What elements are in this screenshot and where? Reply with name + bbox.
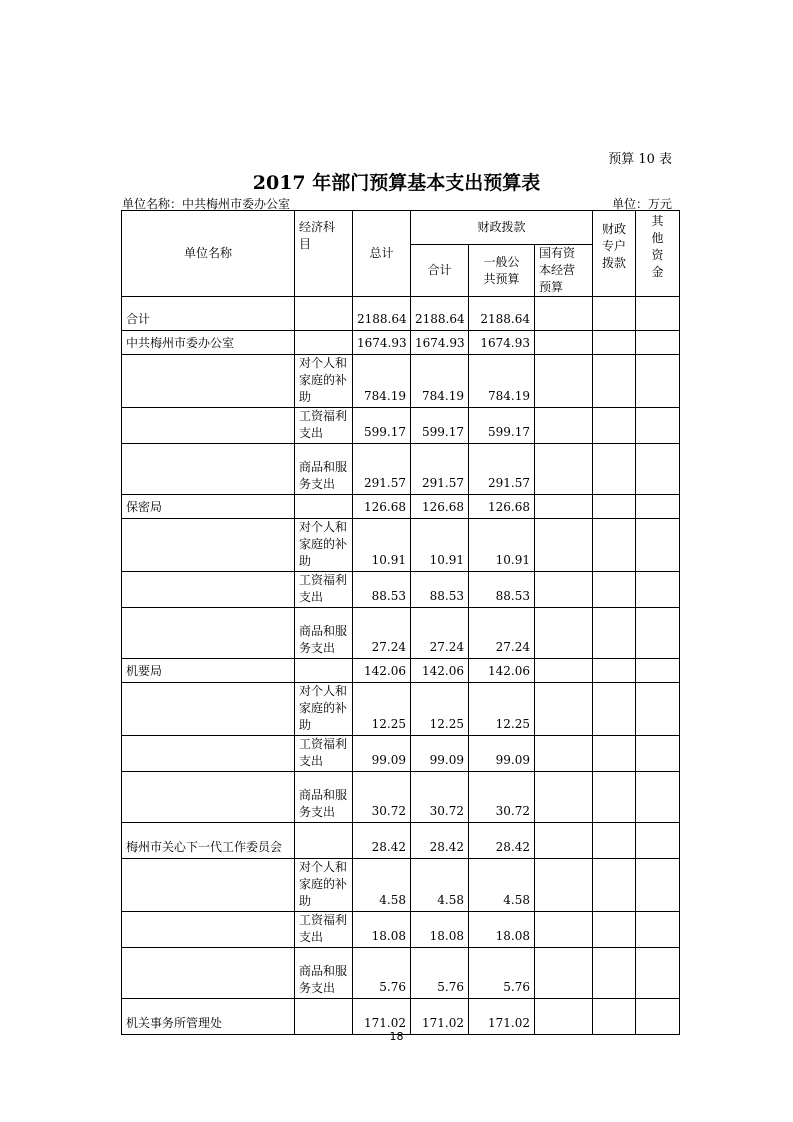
table-row bbox=[122, 444, 680, 495]
cell-total: 30.72 bbox=[353, 772, 411, 823]
cell-special bbox=[593, 444, 636, 495]
table-row bbox=[122, 683, 680, 736]
table-row bbox=[122, 736, 680, 772]
cell-econ-item bbox=[295, 297, 353, 331]
header-subtotal: 合计 bbox=[411, 245, 469, 297]
cell-general: 88.53 bbox=[469, 572, 535, 608]
cell-other bbox=[636, 948, 680, 999]
cell-other bbox=[636, 519, 680, 572]
cell-special bbox=[593, 297, 636, 331]
cell-subtotal: 88.53 bbox=[411, 572, 469, 608]
cell-general: 28.42 bbox=[469, 823, 535, 859]
cell-unit-name bbox=[122, 948, 295, 999]
cell-econ-item bbox=[295, 823, 353, 859]
cell-unit-name: 中共梅州市委办公室 bbox=[122, 331, 295, 355]
table-row bbox=[122, 355, 680, 408]
cell-total: 99.09 bbox=[353, 736, 411, 772]
cell-total: 27.24 bbox=[353, 608, 411, 659]
table-row bbox=[122, 331, 680, 355]
cell-subtotal: 4.58 bbox=[411, 859, 469, 912]
cell-econ-item: 商品和服务支出 bbox=[295, 948, 353, 999]
cell-general: 2188.64 bbox=[469, 297, 535, 331]
cell-other bbox=[636, 912, 680, 948]
cell-unit-name bbox=[122, 772, 295, 823]
table-row bbox=[122, 659, 680, 683]
cell-special bbox=[593, 355, 636, 408]
cell-subtotal: 2188.64 bbox=[411, 297, 469, 331]
cell-soe bbox=[535, 572, 593, 608]
table-row bbox=[122, 519, 680, 572]
cell-total: 18.08 bbox=[353, 912, 411, 948]
table-row bbox=[122, 608, 680, 659]
cell-subtotal: 784.19 bbox=[411, 355, 469, 408]
header-soe: 国有资 本经营 预算 bbox=[535, 245, 593, 297]
cell-unit-name bbox=[122, 736, 295, 772]
cell-subtotal: 291.57 bbox=[411, 444, 469, 495]
cell-other bbox=[636, 736, 680, 772]
cell-general: 4.58 bbox=[469, 859, 535, 912]
cell-subtotal: 18.08 bbox=[411, 912, 469, 948]
cell-soe bbox=[535, 659, 593, 683]
cell-general: 10.91 bbox=[469, 519, 535, 572]
cell-soe bbox=[535, 736, 593, 772]
cell-other bbox=[636, 608, 680, 659]
cell-special bbox=[593, 331, 636, 355]
cell-other bbox=[636, 772, 680, 823]
cell-unit-name bbox=[122, 572, 295, 608]
table-row bbox=[122, 912, 680, 948]
cell-econ-item: 对个人和家庭的补助 bbox=[295, 859, 353, 912]
cell-subtotal: 10.91 bbox=[411, 519, 469, 572]
cell-general: 30.72 bbox=[469, 772, 535, 823]
cell-subtotal: 12.25 bbox=[411, 683, 469, 736]
budget-table bbox=[121, 210, 680, 1035]
cell-econ-item: 商品和服务支出 bbox=[295, 772, 353, 823]
cell-econ-item bbox=[295, 331, 353, 355]
cell-other bbox=[636, 823, 680, 859]
cell-soe bbox=[535, 683, 593, 736]
header-other: 其 他 资 金 bbox=[636, 211, 680, 297]
unit-name: 单位名称：中共梅州市委办公室 bbox=[122, 197, 291, 211]
cell-soe bbox=[535, 297, 593, 331]
cell-total: 126.68 bbox=[353, 495, 411, 519]
cell-subtotal: 142.06 bbox=[411, 659, 469, 683]
cell-general: 1674.93 bbox=[469, 331, 535, 355]
cell-general: 5.76 bbox=[469, 948, 535, 999]
page-number: 18 bbox=[389, 1030, 404, 1043]
cell-special bbox=[593, 572, 636, 608]
cell-total: 10.91 bbox=[353, 519, 411, 572]
cell-total: 4.58 bbox=[353, 859, 411, 912]
cell-general: 99.09 bbox=[469, 736, 535, 772]
cell-special bbox=[593, 772, 636, 823]
cell-unit-name bbox=[122, 355, 295, 408]
cell-econ-item: 工资福利支出 bbox=[295, 572, 353, 608]
cell-unit-name bbox=[122, 444, 295, 495]
cell-subtotal: 99.09 bbox=[411, 736, 469, 772]
cell-econ-item: 工资福利支出 bbox=[295, 912, 353, 948]
cell-general: 171.02 bbox=[469, 999, 535, 1035]
cell-special bbox=[593, 659, 636, 683]
table-row bbox=[122, 572, 680, 608]
cell-econ-item: 工资福利支出 bbox=[295, 408, 353, 444]
cell-econ-item: 商品和服务支出 bbox=[295, 444, 353, 495]
cell-other bbox=[636, 408, 680, 444]
cell-special bbox=[593, 859, 636, 912]
page-title: 2017 年部门预算基本支出预算表 bbox=[252, 172, 541, 194]
cell-other bbox=[636, 297, 680, 331]
cell-special bbox=[593, 408, 636, 444]
cell-total: 12.25 bbox=[353, 683, 411, 736]
cell-subtotal: 5.76 bbox=[411, 948, 469, 999]
cell-other bbox=[636, 355, 680, 408]
cell-total: 599.17 bbox=[353, 408, 411, 444]
cell-special bbox=[593, 683, 636, 736]
cell-total: 2188.64 bbox=[353, 297, 411, 331]
cell-general: 12.25 bbox=[469, 683, 535, 736]
cell-other bbox=[636, 331, 680, 355]
cell-general: 142.06 bbox=[469, 659, 535, 683]
cell-subtotal: 27.24 bbox=[411, 608, 469, 659]
cell-econ-item: 对个人和家庭的补助 bbox=[295, 683, 353, 736]
cell-soe bbox=[535, 948, 593, 999]
unit-label: 单位：万元 bbox=[611, 197, 672, 211]
cell-subtotal: 28.42 bbox=[411, 823, 469, 859]
cell-other bbox=[636, 572, 680, 608]
cell-other bbox=[636, 859, 680, 912]
cell-special bbox=[593, 912, 636, 948]
cell-econ-item bbox=[295, 659, 353, 683]
cell-special bbox=[593, 948, 636, 999]
cell-unit-name bbox=[122, 608, 295, 659]
cell-soe bbox=[535, 912, 593, 948]
cell-other bbox=[636, 495, 680, 519]
cell-econ-item bbox=[295, 495, 353, 519]
cell-unit-name: 保密局 bbox=[122, 495, 295, 519]
cell-unit-name: 机要局 bbox=[122, 659, 295, 683]
cell-general: 291.57 bbox=[469, 444, 535, 495]
table-row bbox=[122, 772, 680, 823]
cell-soe bbox=[535, 772, 593, 823]
header-general: 一般公 共预算 bbox=[469, 245, 535, 297]
table-row bbox=[122, 408, 680, 444]
cell-unit-name bbox=[122, 408, 295, 444]
header-special: 财政 专户 拨款 bbox=[593, 211, 636, 297]
table-row bbox=[122, 859, 680, 912]
cell-econ-item: 对个人和家庭的补助 bbox=[295, 355, 353, 408]
doc-number: 预算 10 表 bbox=[608, 152, 672, 167]
table-row bbox=[122, 823, 680, 859]
cell-unit-name bbox=[122, 912, 295, 948]
header-fiscal: 财政拨款 bbox=[411, 211, 593, 245]
cell-total: 171.02 bbox=[353, 999, 411, 1035]
cell-general: 27.24 bbox=[469, 608, 535, 659]
cell-soe bbox=[535, 444, 593, 495]
cell-special bbox=[593, 736, 636, 772]
cell-soe bbox=[535, 355, 593, 408]
cell-econ-item: 商品和服务支出 bbox=[295, 608, 353, 659]
cell-general: 599.17 bbox=[469, 408, 535, 444]
cell-general: 18.08 bbox=[469, 912, 535, 948]
cell-soe bbox=[535, 859, 593, 912]
cell-other bbox=[636, 444, 680, 495]
cell-subtotal: 1674.93 bbox=[411, 331, 469, 355]
cell-general: 784.19 bbox=[469, 355, 535, 408]
table-row bbox=[122, 948, 680, 999]
cell-soe bbox=[535, 519, 593, 572]
cell-econ-item: 工资福利支出 bbox=[295, 736, 353, 772]
cell-soe bbox=[535, 408, 593, 444]
header-total: 总计 bbox=[353, 211, 411, 297]
cell-unit-name: 机关事务所管理处 bbox=[122, 999, 295, 1035]
cell-total: 1674.93 bbox=[353, 331, 411, 355]
cell-special bbox=[593, 519, 636, 572]
table-row bbox=[122, 495, 680, 519]
cell-subtotal: 171.02 bbox=[411, 999, 469, 1035]
cell-unit-name bbox=[122, 683, 295, 736]
cell-other bbox=[636, 683, 680, 736]
cell-other bbox=[636, 659, 680, 683]
cell-soe bbox=[535, 608, 593, 659]
cell-total: 88.53 bbox=[353, 572, 411, 608]
cell-subtotal: 126.68 bbox=[411, 495, 469, 519]
cell-total: 28.42 bbox=[353, 823, 411, 859]
cell-unit-name: 梅州市关心下一代工作委员会 bbox=[122, 823, 295, 859]
cell-soe bbox=[535, 823, 593, 859]
cell-subtotal: 30.72 bbox=[411, 772, 469, 823]
cell-soe bbox=[535, 495, 593, 519]
cell-unit-name bbox=[122, 519, 295, 572]
cell-econ-item: 对个人和家庭的补助 bbox=[295, 519, 353, 572]
cell-soe bbox=[535, 331, 593, 355]
cell-unit-name bbox=[122, 859, 295, 912]
cell-special bbox=[593, 495, 636, 519]
cell-unit-name: 合计 bbox=[122, 297, 295, 331]
cell-special bbox=[593, 608, 636, 659]
header-econ: 经济科 目 bbox=[295, 211, 353, 297]
cell-general: 126.68 bbox=[469, 495, 535, 519]
cell-total: 142.06 bbox=[353, 659, 411, 683]
cell-total: 5.76 bbox=[353, 948, 411, 999]
cell-total: 784.19 bbox=[353, 355, 411, 408]
cell-total: 291.57 bbox=[353, 444, 411, 495]
header-unit-name: 单位名称 bbox=[122, 211, 295, 297]
cell-subtotal: 599.17 bbox=[411, 408, 469, 444]
table-row bbox=[122, 297, 680, 331]
cell-special bbox=[593, 823, 636, 859]
